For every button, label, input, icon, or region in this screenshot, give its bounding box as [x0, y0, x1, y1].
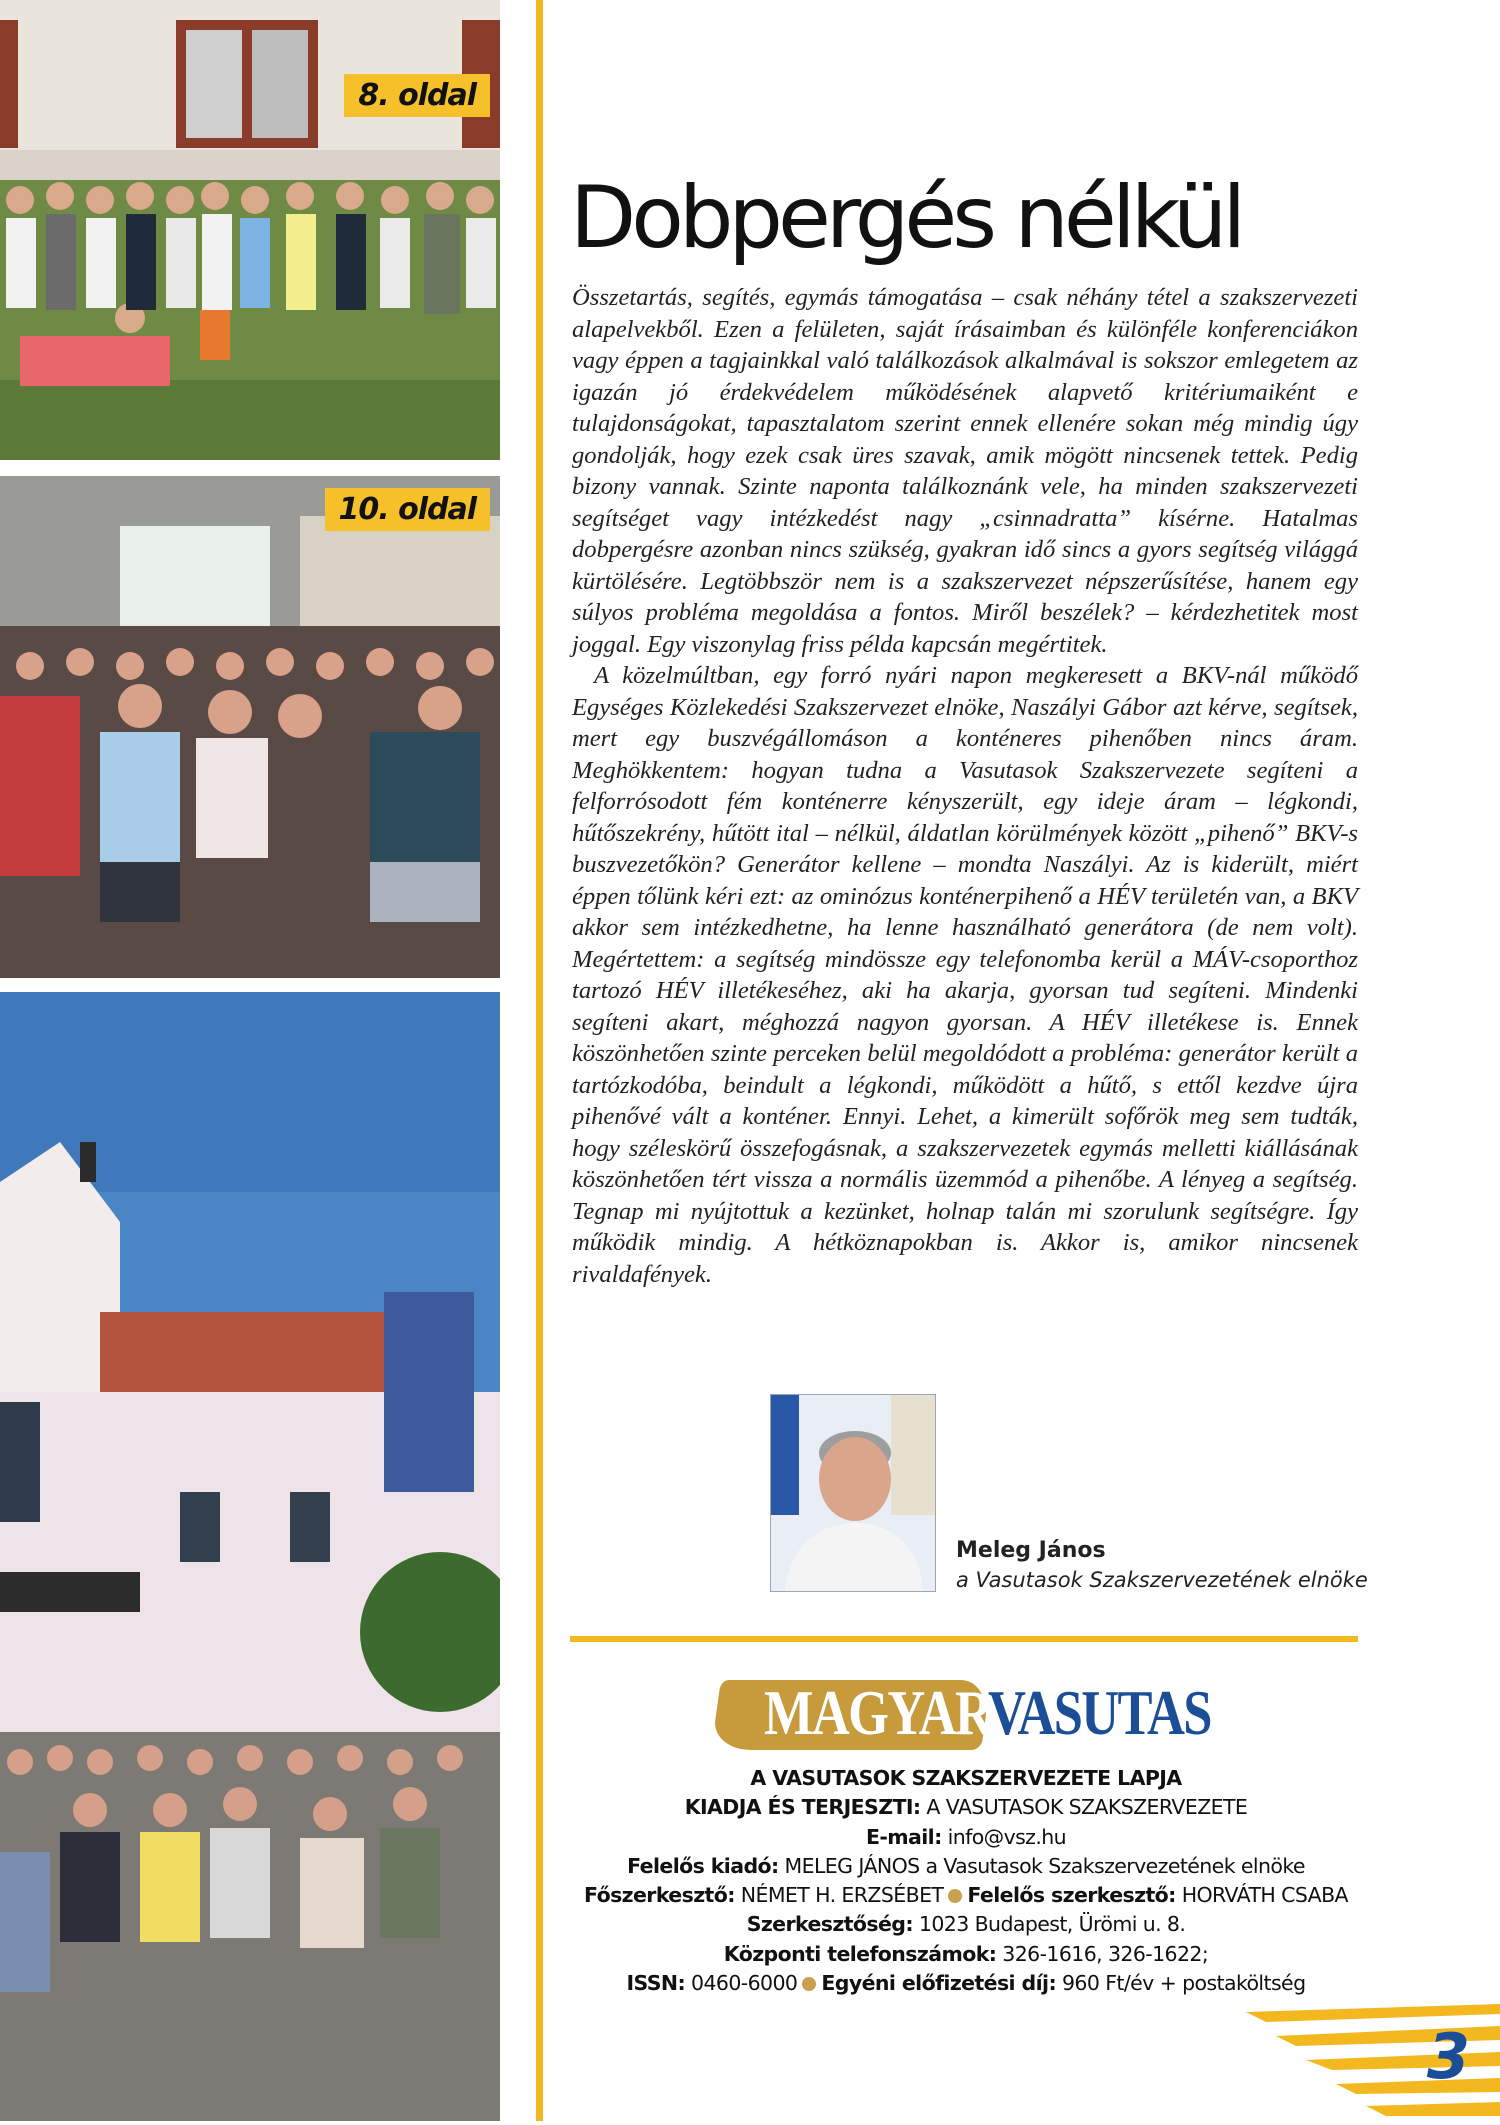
palace-group-photo — [0, 992, 500, 2121]
imprint-publisher-line: KIADJA ÉS TERJESZTI: A VASUTASOK SZAKSZERVEZETE — [684, 1795, 1248, 1820]
article-body — [572, 282, 1358, 1290]
imprint-email-line: E-mail: info@vsz.hu — [865, 1824, 1067, 1849]
imprint-issn-line: ISSN: 0460-6000 Egyéni előfizetési díj: 960 Ft/év + postaköltség — [626, 1971, 1306, 1996]
author-name: Meleg János — [956, 1538, 1106, 1563]
page-number: 3 — [1426, 2020, 1470, 2093]
logo-text-vasutas: VASUTAS — [988, 1677, 1211, 1748]
logo-text-magyar: MAGYAR — [764, 1677, 992, 1748]
page-reference-tag: 8. oldal — [344, 74, 490, 117]
imprint-editors-line: Főszerkesztő: NÉMET H. ERZSÉBET Felelős szerkesztő: HORVÁTH CSABA — [584, 1883, 1348, 1908]
photo-column — [0, 0, 500, 2121]
separator-dot-icon — [948, 1889, 962, 1903]
audience-photo — [0, 476, 500, 978]
separator-dot-icon — [802, 1977, 816, 1991]
page-reference-tag: 10. oldal — [325, 488, 490, 531]
article-title: Dobpergés nélkül — [570, 168, 1242, 268]
group-photo-top — [0, 0, 500, 460]
author-role: a Vasutasok Szakszervezetének elnöke — [956, 1568, 1368, 1592]
imprint-responsible-publisher-line: Felelős kiadó: MELEG JÁNOS a Vasutasok Szakszervezetének elnöke — [627, 1853, 1305, 1878]
author-portrait — [770, 1394, 936, 1592]
imprint-office-line: Szerkesztőség: 1023 Budapest, Ürömi u. 8. — [746, 1912, 1186, 1937]
accent-horizontal-rule — [570, 1636, 1358, 1642]
imprint-block — [560, 1764, 1372, 1998]
article-paragraph: Összetartás, segítés, egymás támogatása – csak néhány tétel a szakszervezeti alapelvekből. Ezen a felületen, saját írásaimban és különféle konferenciákon vagy éppen a tagjainkkal való találkozások alkalmával is sokszor emlegetem az igazán jó érdekvédelem működésének alapvető kritériumaiként e tulajdonságokat, tapasztalatom szerint ennek ellenére sokan még mindig úgy gondolják, hogy ezek csak üres szavak, amik mögött nincsenek tettek. Pedig bizony vannak. Szinte naponta találkoznánk vele, ha minden szakszervezeti segítséget vagy intézkedést nagy „csinnadratta” kísérne. Hatalmas dobpergésre azonban nincs szükség, gyakran idő sincs a gyors segítség világgá kürtölésére. Legtöbbször nem is a szakszervezet népszerűsítése, hanem egy súlyos probléma megoldása a fontos. Miről beszélek? – kérdezhetitek most joggal. Egy viszonylag friss példa kapcsán megértitek. — [572, 284, 1358, 658]
magyar-vasutas-logo — [716, 1672, 1211, 1754]
imprint-publication-line: A VASUTASOK SZAKSZERVEZETE LAPJA — [750, 1766, 1182, 1790]
article-paragraph: A közelmúltban, egy forró nyári napon megkeresett a BKV-nál működő Egységes Közlekedési Szakszervezet elnöke, Naszályi Gábor azt kérve, segítsek, mert egy buszvégállomáson a konténeres pihenőben nincs áram. Meghökkentem: hogyan tudna a Vasutasok Szakszervezete segíteni a felforrósodott fém konténerre kényszerült, egy ideje áram – légkondi, hűtőszekrény, hűtött ital – nélkül, áldatlan körülmények között „pihenő” BKV-s buszvezetőkön? Generátor kellene – mondta Naszályi. Az is kiderült, miért éppen tőlünk kéri ezt: az ominózus konténerpihenő a HÉV területén van, a BKV akkor sem intézkedhetne, ha lenne használható generátora (de nem volt). Megértettem: a segítség mindössze egy telefonomba kerül a MÁV-csoporthoz tartozó HÉV illetékeséhez, aki ha akarja, gyorsan tud segíteni. Mindenki segíteni akart, méghozzá nagyon gyorsan. A HÉV illetékese is. Ennek köszönhetően szinte perceken belül megoldódott a probléma: generátor került a tartózkodóba, beindult a légkondi, működött a hűtő, s ettől kezdve újra pihenővé vált a konténer. Ennyi. Lehet, a kimerült sofőrök meg sem tudták, hogy széleskörű összefogásnak, a szakszervezetek egymás melletti kiállásának köszönhetően tért vissza a normális üzemmód a pihenőbe. A lényeg a segítség. Tegnap mi nyújtottuk a kezünket, holnap talán mi szorulunk segítségre. Így működik mindig. A hétköznapokban is. Akkor is, amikor nincsenek rivaldafények. — [572, 662, 1358, 1288]
accent-vertical-rule — [536, 0, 543, 2121]
imprint-phones-line: Központi telefonszámok: 326-1616, 326-1622; — [723, 1941, 1209, 1966]
